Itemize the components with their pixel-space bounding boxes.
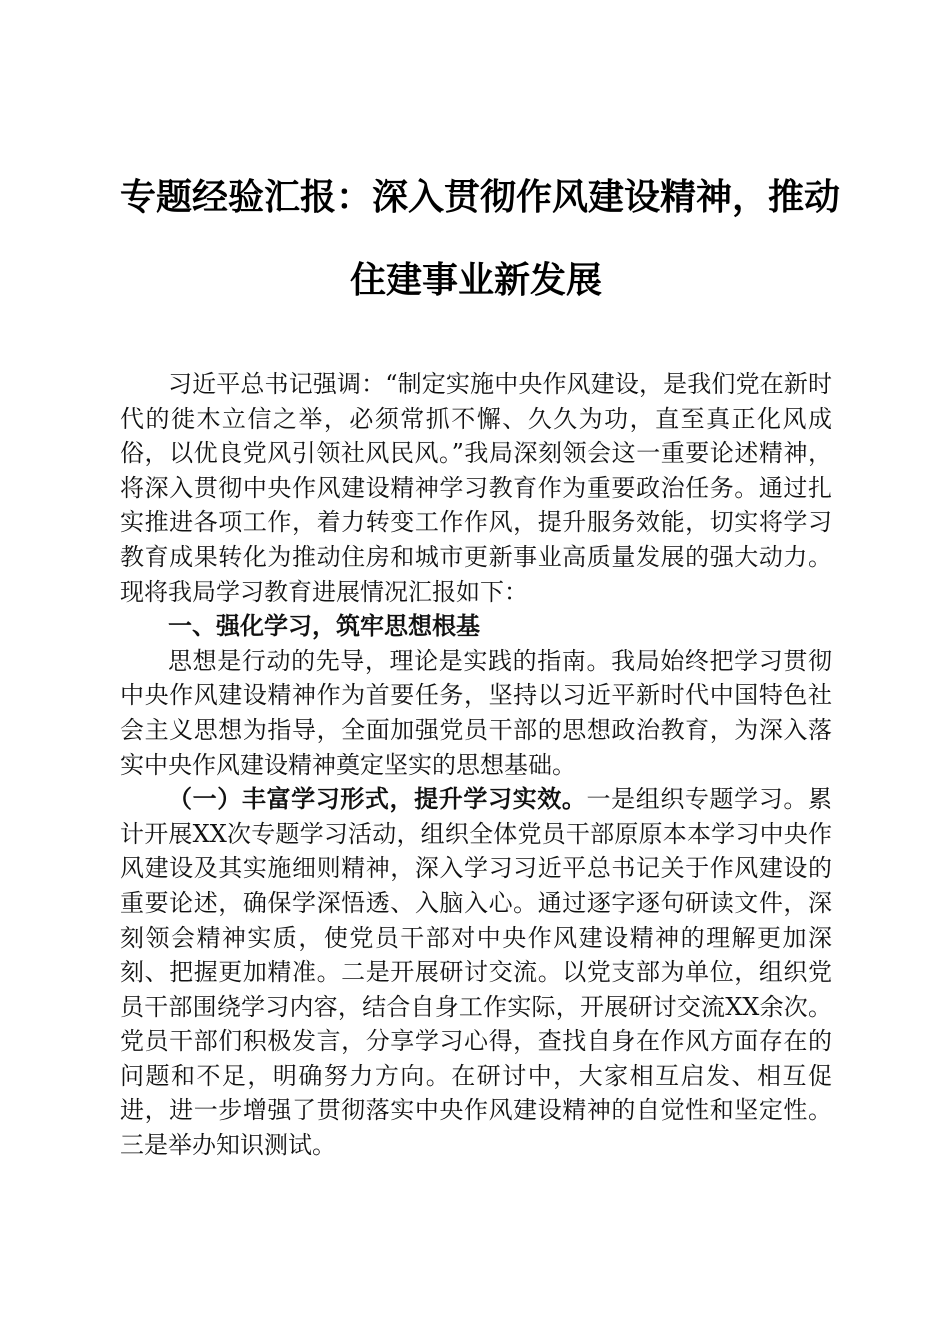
section-heading: 一、强化学习，筑牢思想根基	[168, 612, 480, 641]
intro-paragraph: 习近平总书记强调：“制定实施中央作风建设，是我们党在新时代的徙木立信之举，必须常抓不懈、久久为功，直至真正化风成俗，以优良党风引领社风民风。”我局深刻领会这一重要论述精神，将深入贯彻中央作风建设精神学习教育作为重要政治任务。通过扎实推进各项工作，着力转变工作作风，提升服务效能，切实将学习教育成果转化为推动住房和城市更新事业高质量发展的强大动力。现将我局学习教育进展情况汇报如下：	[120, 370, 832, 606]
document-body	[120, 367, 832, 1163]
title-line-2: 住建事业新发展	[349, 260, 602, 301]
subsection-paragraph	[120, 782, 832, 1163]
document-page	[120, 172, 841, 1163]
document-title	[120, 172, 841, 307]
title-line-1: 专题经验汇报：深入贯彻作风建设精神，推动	[120, 177, 841, 218]
subsection-heading: （一）丰富学习形式，提升学习实效。	[168, 785, 587, 814]
section-paragraph: 思想是行动的先导，理论是实践的指南。我局始终把学习贯彻中央作风建设精神作为首要任务，坚持以习近平新时代中国特色社会主义思想为指导，全面加强党员干部的思想政治教育，为深入落实中央作风建设精神奠定坚实的思想基础。	[120, 646, 832, 779]
subsection-text: 一是组织专题学习。累计开展XX次专题学习活动，组织全体党员干部原原本本学习中央作风建设及其实施细则精神，深入学习习近平总书记关于作风建设的重要论述，确保学深悟透、入脑入心。通过逐字逐句研读文件，深刻领会精神实质，使党员干部对中央作风建设精神的理解更加深刻、把握更加精准。二是开展研讨交流。以党支部为单位，组织党员干部围绕学习内容，结合自身工作实际，开展研讨交流XX余次。党员干部们积极发言，分享学习心得，查找自身在作风方面存在的问题和不足，明确努力方向。在研讨中，大家相互启发、相互促进，进一步增强了贯彻落实中央作风建设精神的自觉性和坚定性。三是举办知识测试。	[120, 785, 833, 1160]
